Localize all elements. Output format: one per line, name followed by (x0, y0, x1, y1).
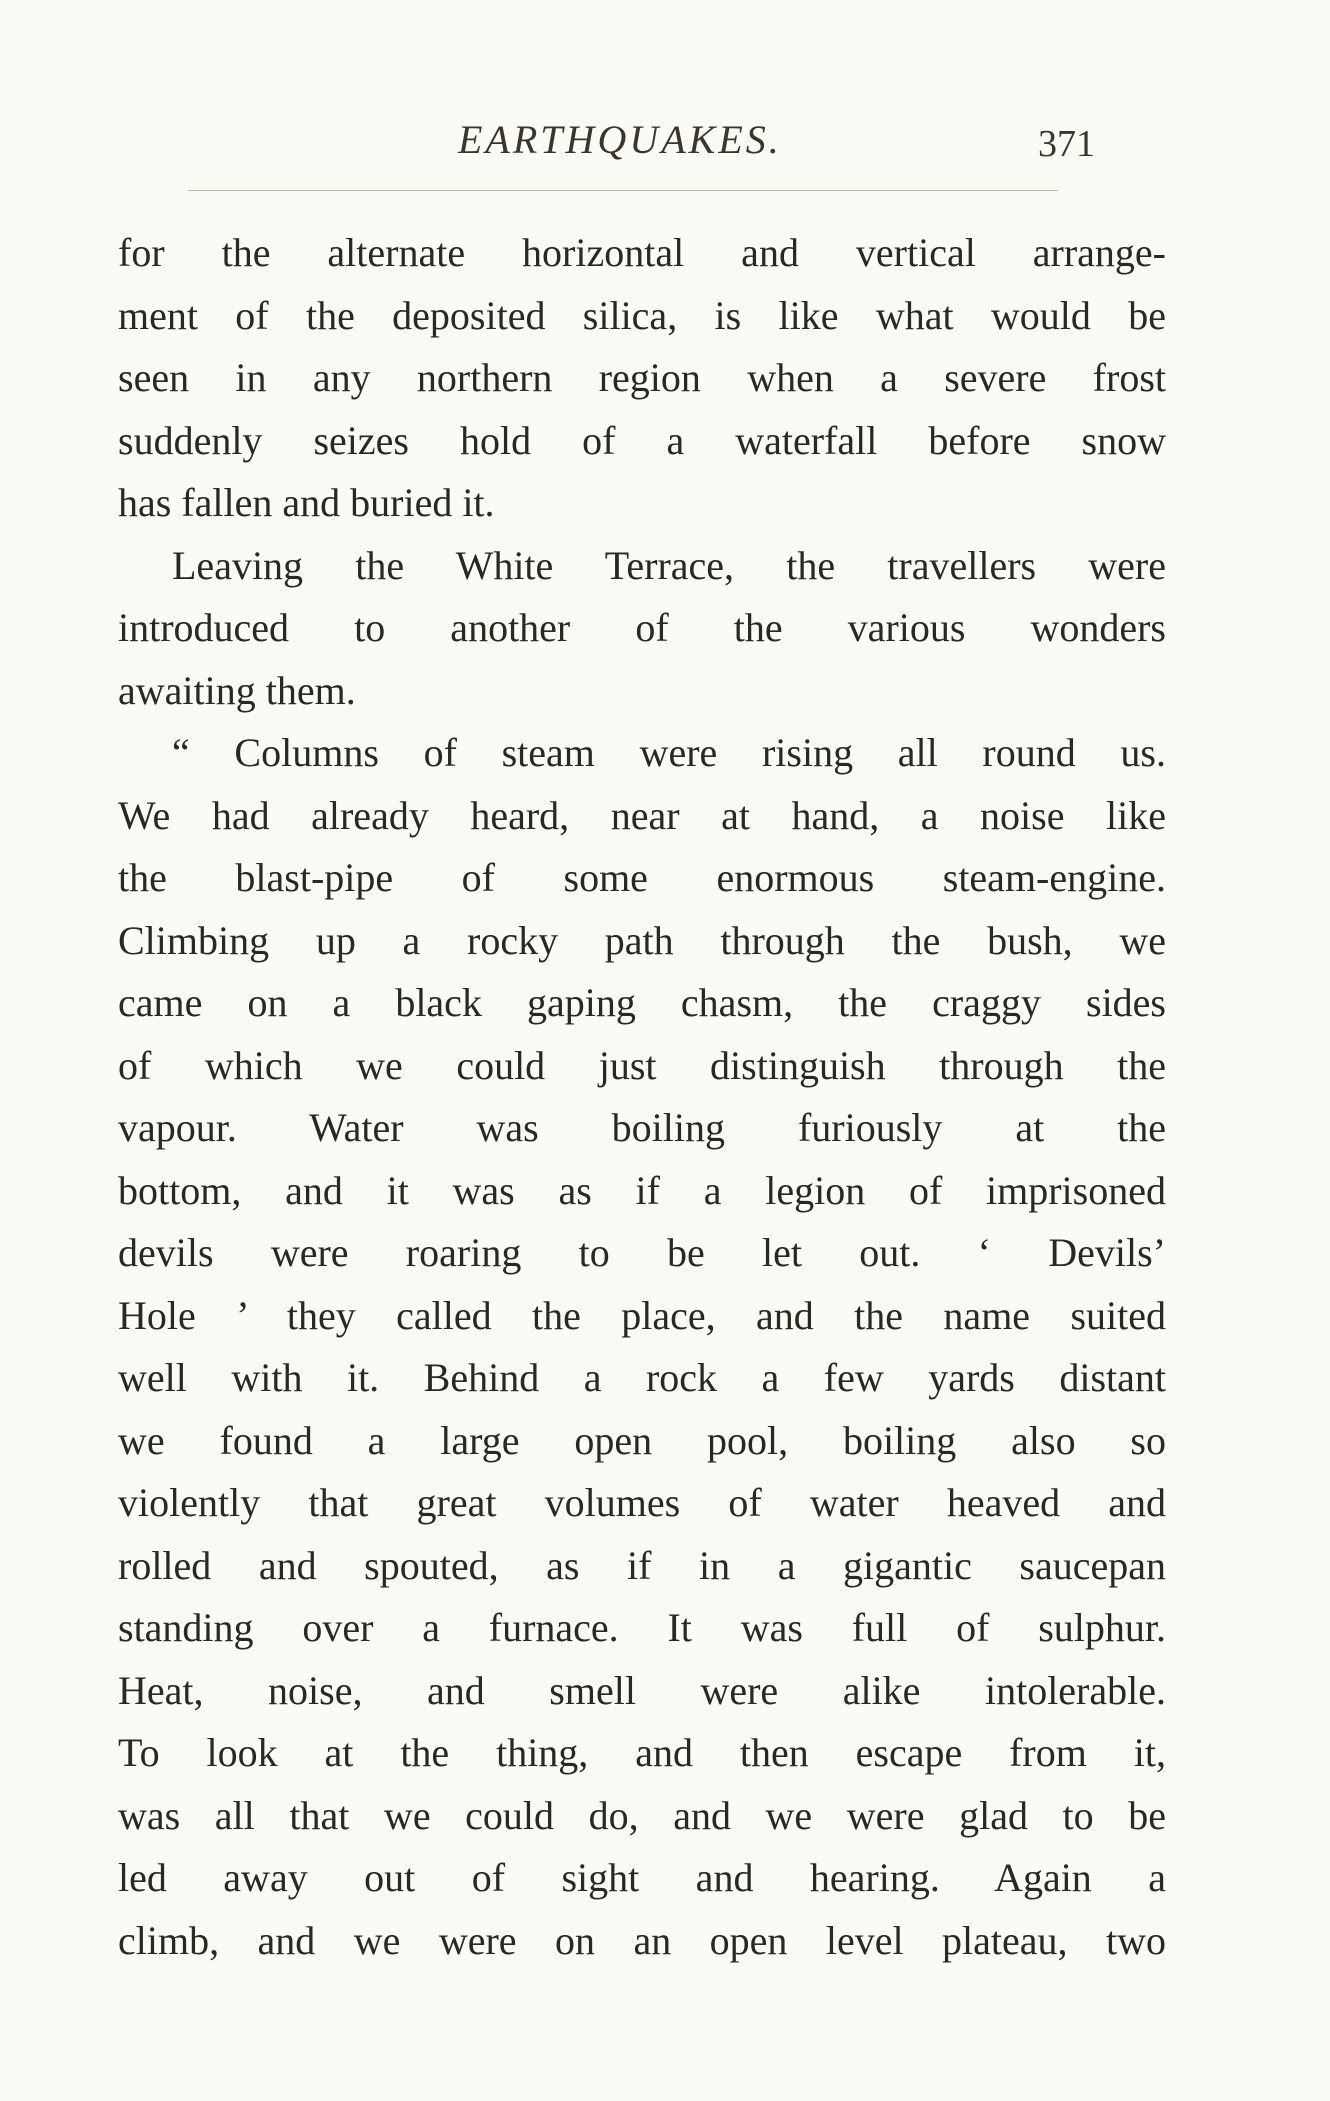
page-number: 371 (1038, 123, 1095, 165)
text-line: the blast-pipe of some enormous steam-engine. (118, 855, 1166, 900)
text-line: we found a large open pool, boiling also so (118, 1417, 1166, 1463)
text-line: rolled and spouted, as if in a gigantic saucepan (118, 1542, 1166, 1588)
text-line: came on a black gaping chasm, the craggy sides (118, 980, 1166, 1025)
text-line: has fallen and buried it. (118, 480, 495, 525)
text-line: Heat, noise, and smell were alike intolerable. (118, 1667, 1166, 1713)
text-line: devils were roaring to be let out. ‘ Devils’ (118, 1230, 1166, 1275)
text-line: vapour. Water was boiling furiously at the (118, 1105, 1166, 1150)
body-text (118, 222, 1166, 1972)
text-line: ment of the deposited silica, is like what would be (118, 292, 1166, 338)
text-line: seen in any northern region when a severe frost (118, 355, 1166, 400)
running-head (0, 108, 1330, 168)
text-line: awaiting them. (118, 667, 356, 713)
running-title: EARTHQUAKES. (458, 117, 782, 162)
header-rule (188, 190, 1058, 191)
text-line: suddenly seizes hold of a waterfall before snow (118, 417, 1166, 463)
text-line: Climbing up a rocky path through the bush, we (118, 917, 1166, 963)
text-line: Leaving the White Terrace, the travellers were (172, 542, 1166, 588)
text-line: violently that great volumes of water heaved and (118, 1480, 1166, 1525)
text-line: for the alternate horizontal and vertical arrange- (118, 230, 1166, 275)
text-line: introduced to another of the various wonders (118, 605, 1166, 650)
text-line: led away out of sight and hearing. Again a (118, 1855, 1166, 1900)
text-line: Hole ’ they called the place, and the name suited (118, 1292, 1166, 1338)
text-line: “ Columns of steam were rising all round us. (172, 730, 1166, 775)
text-line: standing over a furnace. It was full of sulphur. (118, 1605, 1166, 1650)
text-line: bottom, and it was as if a legion of imprisoned (118, 1167, 1166, 1213)
text-line: climb, and we were on an open level plateau, two (118, 1917, 1166, 1963)
text-line: well with it. Behind a rock a few yards distant (118, 1355, 1166, 1400)
text-line: of which we could just distinguish through the (118, 1042, 1166, 1088)
text-line: We had already heard, near at hand, a noise like (118, 792, 1166, 838)
text-line: was all that we could do, and we were glad to be (118, 1792, 1166, 1838)
text-line: To look at the thing, and then escape from it, (118, 1730, 1166, 1775)
